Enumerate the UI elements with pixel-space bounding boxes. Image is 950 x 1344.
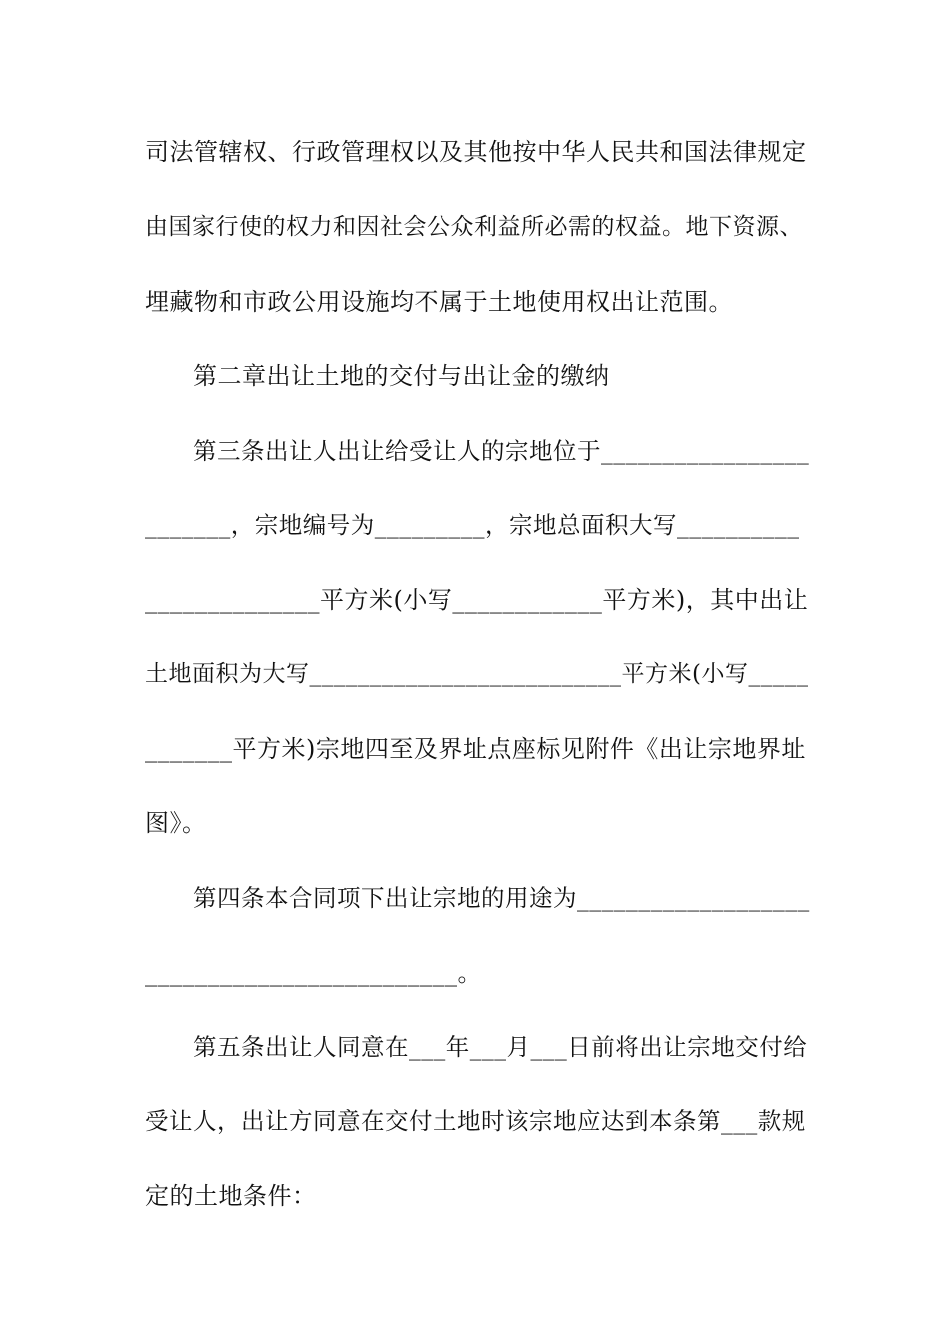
article-3-line-1: 第三条出让人出让给受让人的宗地位于_________________	[193, 437, 810, 465]
article-4-line-2: _________________________。	[145, 959, 482, 987]
text-line-3: 埋藏物和市政公用设施均不属于土地使用权出让范围。	[145, 288, 733, 316]
article-3-line-4: 土地面积为大写__________________________平方米(小写_____	[145, 661, 809, 687]
text-line-2: 由国家行使的权力和因社会公众利益所必需的权益。地下资源、	[145, 214, 803, 240]
chapter-heading: 第二章出让土地的交付与出让金的缴纳	[193, 362, 610, 390]
text-line-1: 司法管辖权、行政管理权以及其他按中华人民共和国法律规定	[145, 138, 807, 166]
article-3-line-2: _______，宗地编号为_________，宗地总面积大写__________	[145, 511, 800, 539]
article-5-line-2: 受让人，出让方同意在交付土地时该宗地应达到本条第___款规	[145, 1107, 806, 1135]
article-3-line-3: ______________平方米(小写____________平方米)，其中出让	[145, 586, 809, 614]
article-3-line-5: _______平方米)宗地四至及界址点座标见附件《出让宗地界址	[145, 735, 806, 763]
article-3-line-6: 图》。	[145, 809, 207, 837]
article-5-line-1: 第五条出让人同意在___年___月___日前将出让宗地交付给	[193, 1033, 808, 1061]
article-4-line-1: 第四条本合同项下出让宗地的用途为___________________	[193, 884, 810, 912]
article-5-line-3: 定的土地条件：	[145, 1182, 317, 1210]
